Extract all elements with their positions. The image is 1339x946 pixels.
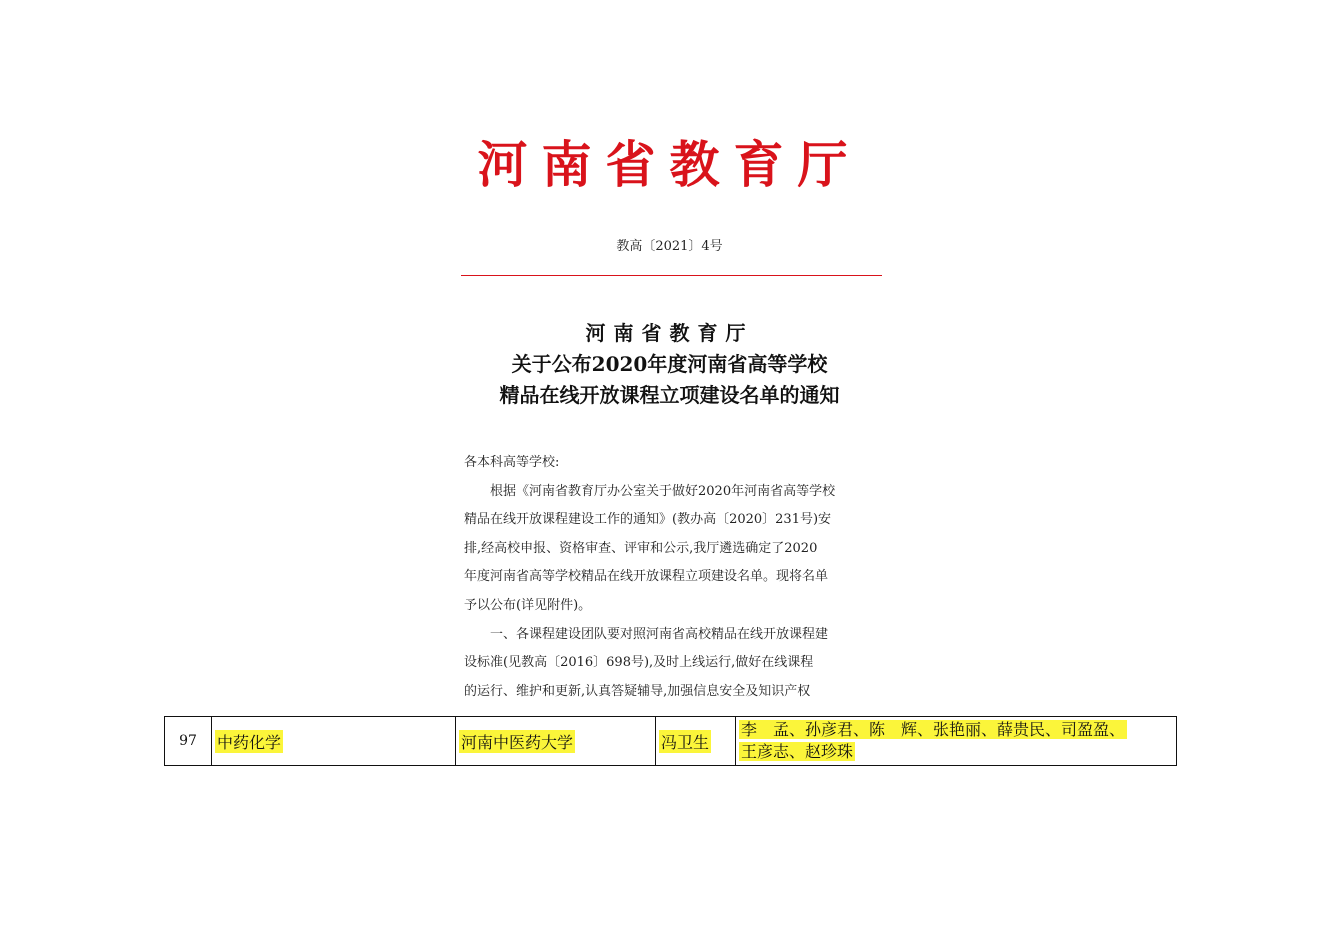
team-members xyxy=(739,719,1127,763)
university-cell xyxy=(456,717,656,765)
body-line: 精品在线开放课程建设工作的通知》(教办高〔2020〕231号)安 xyxy=(464,512,832,528)
body-line: 予以公布(详见附件)。 xyxy=(464,597,592,613)
body-line: 年度河南省高等学校精品在线开放课程立项建设名单。现将名单 xyxy=(464,569,829,585)
row-number: 97 xyxy=(179,733,197,749)
members-line-1: 李 孟、孙彦君、陈 辉、张艳丽、薛贵民、司盈盈、 xyxy=(741,720,1126,739)
notice-title xyxy=(0,318,1339,411)
body-line: 排,经高校申报、资格审查、评审和公示,我厅遴选确定了2020 xyxy=(464,540,818,556)
members-cell xyxy=(736,717,1176,765)
row-number-cell xyxy=(165,717,212,765)
notice-body xyxy=(464,449,882,706)
body-line: 的运行、维护和更新,认真答疑辅导,加强信息安全及知识产权 xyxy=(464,683,811,699)
title-line-3: 精品在线开放课程立项建设名单的通知 xyxy=(499,383,840,407)
document-number: 教高〔2021〕4号 xyxy=(616,239,723,254)
body-line: 根据《河南省教育厅办公室关于做好2020年河南省高等学校 xyxy=(490,483,836,499)
course-name: 中药化学 xyxy=(215,730,283,753)
red-divider-line xyxy=(461,275,882,276)
body-line: 设标准(见教高〔2016〕698号),及时上线运行,做好在线课程 xyxy=(464,655,814,671)
title-line-2: 关于公布2020年度河南省高等学校 xyxy=(511,352,828,376)
course-leader: 冯卫生 xyxy=(659,730,711,753)
title-line-1: 河南省教育厅 xyxy=(585,321,754,345)
masthead-title: 河南省教育厅 xyxy=(477,135,862,194)
members-line-2: 王彦志、赵珍珠 xyxy=(741,742,854,761)
course-cell xyxy=(212,717,456,765)
body-line: 一、各课程建设团队要对照河南省高校精品在线开放课程建 xyxy=(490,626,829,642)
table-row xyxy=(164,716,1177,766)
salutation: 各本科高等学校: xyxy=(464,455,560,470)
leader-cell xyxy=(656,717,736,765)
university-name: 河南中医药大学 xyxy=(459,730,575,753)
